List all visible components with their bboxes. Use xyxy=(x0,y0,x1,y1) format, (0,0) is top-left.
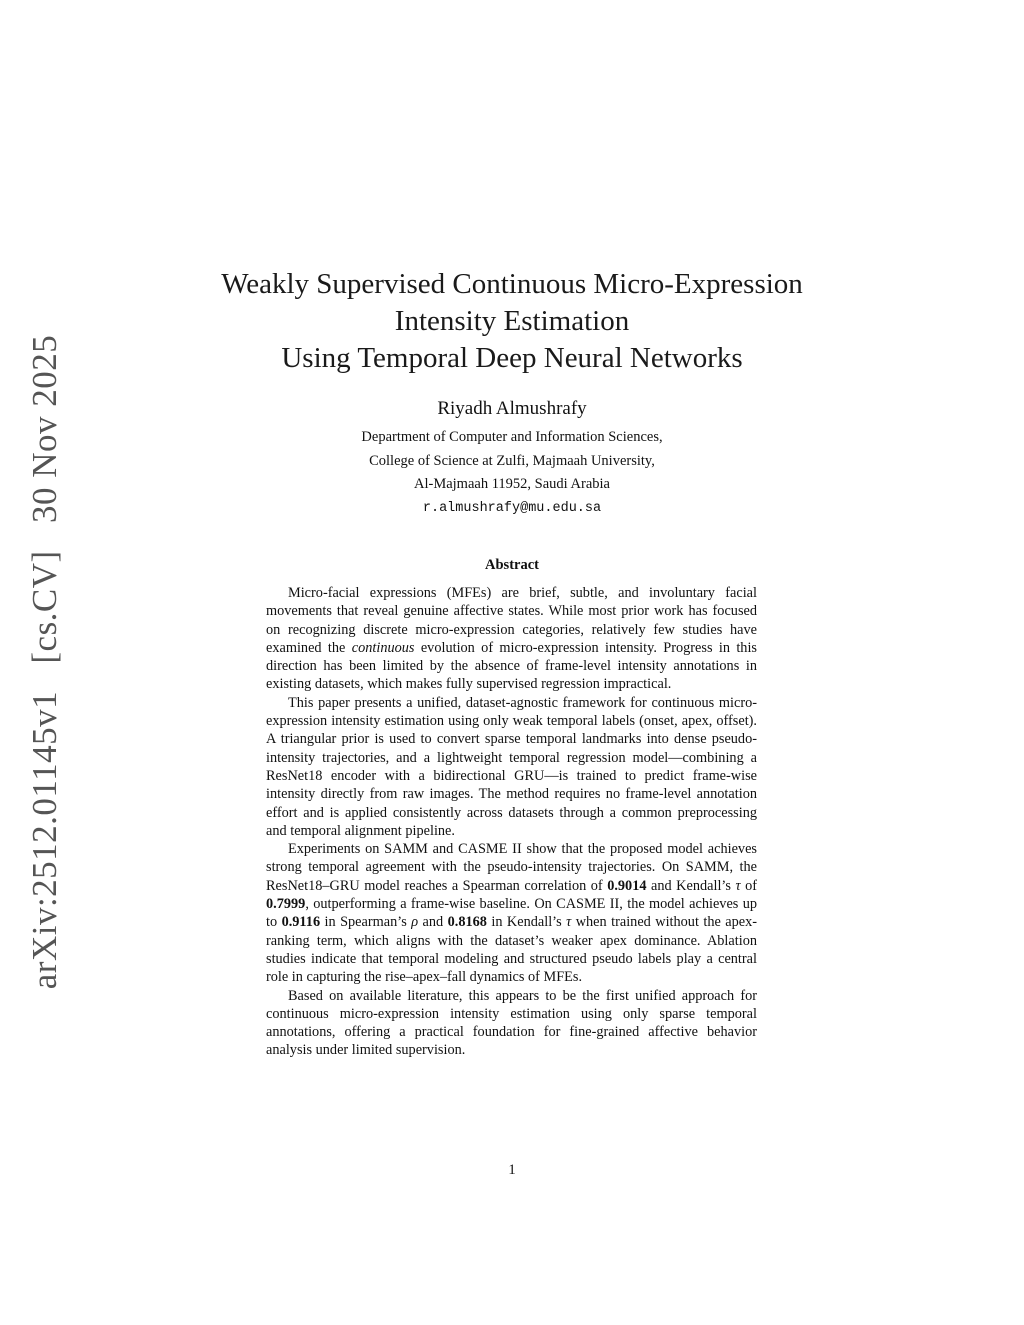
arxiv-id: arXiv:2512.01145v1 xyxy=(25,690,64,990)
author-email: r.almushrafy@mu.edu.sa xyxy=(422,500,602,516)
abstract-p1-text-a: Micro-facial expressions (MFEs) are brief, subtle, and involuntary facial movements that reveal genuine affective states. While most prior work has focused on recognizing discrete micro-expression categories, relatively few studies have examined the xyxy=(266,585,757,656)
title-line-1: Weakly Supervised Continuous Micro-Expression xyxy=(221,268,803,300)
arxiv-date: 30 Nov 2025 xyxy=(25,334,64,524)
affiliation-line-3: Al-Majmaah 11952, Saudi Arabia xyxy=(414,476,610,492)
paper-title xyxy=(0,266,1024,377)
tau-symbol: τ xyxy=(735,877,741,894)
affiliation-line-1: Department of Computer and Information Sciences, xyxy=(361,429,663,445)
affiliation-line-2: College of Science at Zulfi, Majmaah University, xyxy=(369,452,655,469)
abstract-heading: Abstract xyxy=(485,557,539,573)
abstract-body xyxy=(266,584,757,1060)
abstract-paragraph-3 xyxy=(266,840,757,986)
abstract-p3-text-f: and xyxy=(418,914,448,931)
arxiv-category: [cs.CV] xyxy=(25,550,64,664)
author-affiliation xyxy=(0,426,1024,520)
abstract-p3-text-h: when trained without the apex-ranking term, which aligns with the dataset’s weaker apex dominance. Ablation studies indicate that temporal modeling and structured pseudo labels play a central role in capturing the rise–apex–fall dynamics of MFEs. xyxy=(266,914,758,986)
abstract-p3-text-c: of xyxy=(740,877,758,894)
abstract-p3-text-d: , outperforming a frame-wise baseline. On CASME II, the model achieves up to xyxy=(266,896,757,931)
abstract-p1-emphasis: continuous xyxy=(351,639,415,656)
abstract-p3-text-a: Experiments on SAMM and CASME II show that the proposed model achieves strong temporal agreement with the pseudo-intensity trajectories. On SAMM, the ResNet18–GRU model reaches a Spearman correlation of xyxy=(266,841,757,894)
title-line-3: Using Temporal Deep Neural Networks xyxy=(281,342,743,374)
casme-kendall-value: 0.8168 xyxy=(447,914,487,931)
samm-spearman-value: 0.9014 xyxy=(607,877,647,894)
abstract-paragraph-1 xyxy=(266,584,757,694)
abstract-p1-text-b: evolution of micro-expression intensity. Progress in this direction has been limited by the absence of frame-level intensity annotations in existing datasets, which makes fully supervised regression impractical. xyxy=(266,639,757,693)
page-number: 1 xyxy=(508,1162,516,1178)
casme-spearman-value: 0.9116 xyxy=(281,914,321,931)
samm-kendall-value: 0.7999 xyxy=(266,896,306,913)
title-line-2: Intensity Estimation xyxy=(394,305,630,337)
abstract-paragraph-2: This paper presents a unified, dataset-agnostic framework for continuous micro-expression intensity estimation using only weak temporal labels (onset, apex, offset). A triangular prior is used to convert sparse temporal landmarks into dense pseudo-intensity trajectories, and a lightweight temporal regression model—combining a ResNet18 encoder with a bidirectional GRU—is trained to predict frame-wise intensity directly from raw images. The method requires no frame-level annotation effort and is applied consistently across datasets through a common preprocessing and temporal alignment pipeline. xyxy=(266,694,757,839)
abstract-p3-text-b: and Kendall’s xyxy=(646,877,736,894)
abstract-p3-text-e: in Spearman’s xyxy=(320,914,412,931)
rho-symbol: ρ xyxy=(411,914,419,931)
tau-symbol: τ xyxy=(566,914,572,931)
abstract-p3-text-g: in Kendall’s xyxy=(486,914,567,931)
abstract-paragraph-4: Based on available literature, this appears to be the first unified approach for continuous micro-expression intensity estimation using only sparse temporal annotations, offering a practical foundation for fine-grained affective behavior analysis under limited supervision. xyxy=(266,987,757,1059)
author-name: Riyadh Almushrafy xyxy=(437,398,587,419)
